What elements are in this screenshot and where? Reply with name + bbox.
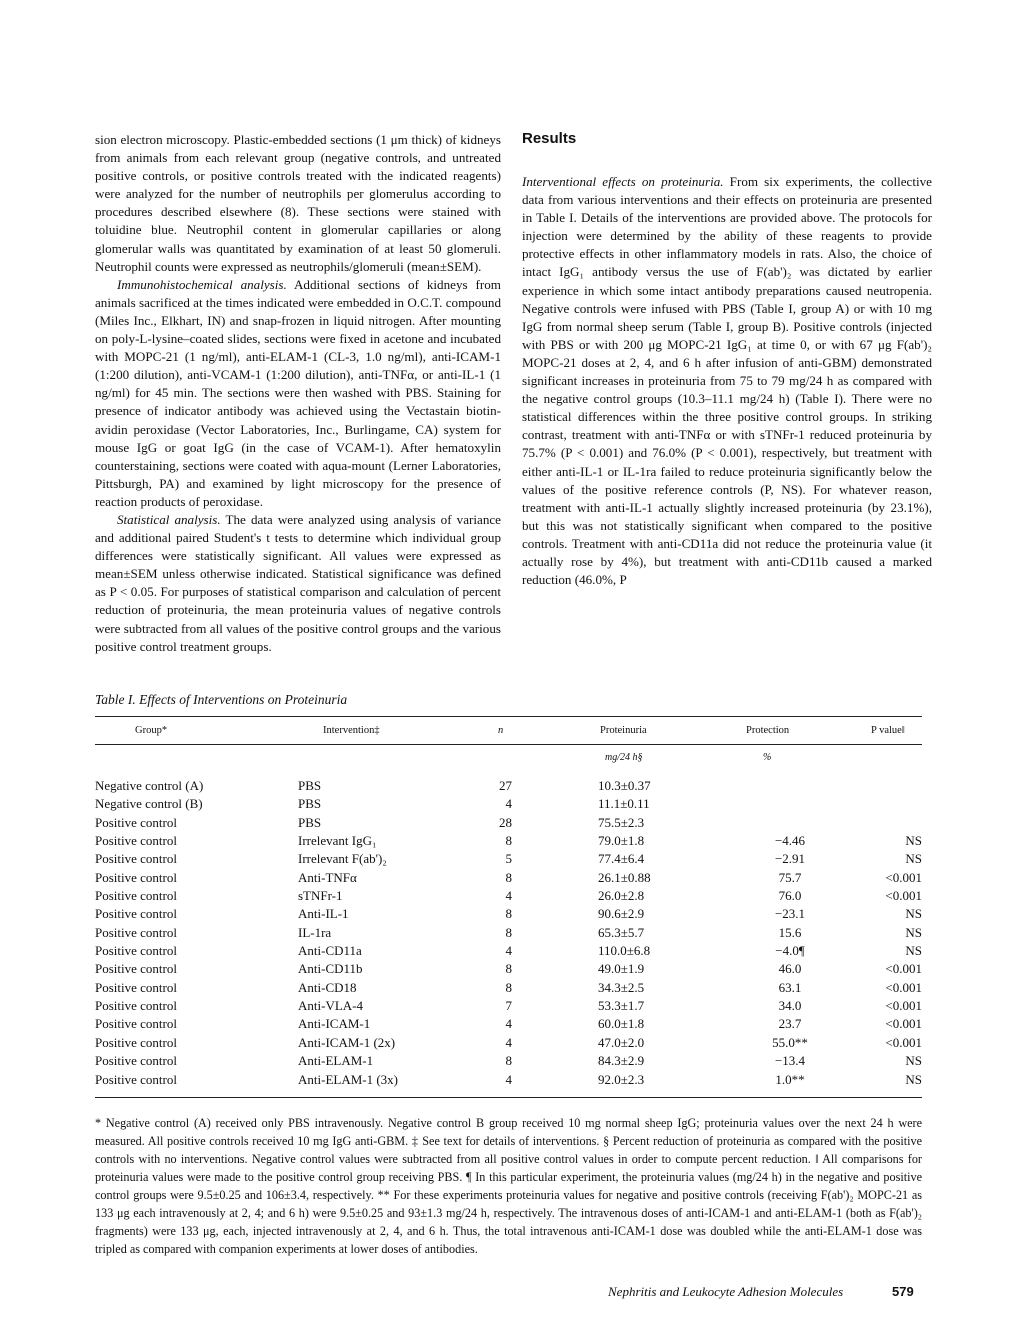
cell-n: 8 (505, 961, 512, 977)
table-row (95, 851, 922, 869)
right-column (522, 173, 932, 589)
cell-proteinuria: 92.0±2.3 (598, 1071, 645, 1087)
cell-intervention: Anti-ELAM-1 (298, 1053, 374, 1069)
cell-intervention: Irrelevant IgG₁ (298, 833, 377, 849)
cell-intervention: Anti-CD11a (298, 943, 362, 959)
cell-intervention: Anti-VLA-4 (298, 998, 363, 1014)
table-header-rule (95, 744, 922, 745)
cell-protection: −23.1 (774, 906, 806, 922)
cell-intervention: PBS (298, 778, 322, 793)
cell-intervention: Anti-IL-1 (298, 906, 349, 922)
cell-protection: 23.7 (778, 1016, 802, 1032)
cell-proteinuria: 75.5±2.3 (598, 814, 645, 830)
cell-n: 8 (505, 979, 512, 995)
table-row (95, 961, 922, 979)
cell-p-value: <0.001 (885, 869, 922, 885)
table-row (95, 870, 922, 888)
methods-paragraph-microscopy: sion electron microscopy. Plastic-embedded sections (1 μm thick) of kidneys from animals from each relevant group (negative controls, and untreated positive controls, or positive controls treated with the indicated reagents) were analyzed for the number of neutrophils per glomerulus according to procedures described elsewhere (8). These sections were stained with toluidine blue. Neutrophil content in glomerular capillaries or along glomerular walls was quantitated by examination of at least 50 glomeruli. Neutrophil counts were expressed as neutrophils/glomeruli (mean±SEM). (95, 132, 501, 274)
table-footnotes: * Negative control (A) received only PBS intravenously. Negative control B group received 10 mg normal sheep IgG; proteinuria values over the next 24 h were measured. All positive controls received 10 mg IgG anti-GBM. ‡ See text for details of interventions. § Percent reduction of proteinuria as compared with the positive controls with no interventions. Negative control values were subtracted from all positive control values in order to compute percent reduction. ‖ All comparisons for proteinuria values were made to the positive control group receiving PBS. ¶ In this particular experiment, the proteinuria values (mg/24 h) in the negative and positive control groups were 9.5±0.25 and 106±3.4, respectively. ** For these experiments proteinuria values for negative and positive controls (receiving F(ab')₂ MOPC-21 as 133 μg each intravenously at 2, 4; and 6 h) were 9.5±0.25 and 93±1.3 mg/24 h, respectively. The intravenous doses of anti-ICAM-1 and anti-ELAM-1 (both as F(ab')₂ fragments) were 133 μg, each, injected intravenously at 2, 4, and 6 h. Thus, the total intravenous anti-ICAM-1 dose was doubled while the anti-ELAM-1 dose was tripled as compared with companion experiments at lower doses of antibodies. (95, 1116, 922, 1256)
cell-proteinuria: 47.0±2.0 (598, 1034, 645, 1050)
cell-proteinuria: 26.0±2.8 (598, 888, 645, 904)
cell-p-value: <0.001 (885, 888, 922, 904)
cell-p-value: <0.001 (885, 1034, 922, 1050)
results-heading: Results (522, 130, 577, 147)
cell-group: Negative control (B) (95, 796, 203, 812)
cell-p-value: NS (905, 906, 922, 922)
cell-n: 4 (505, 888, 512, 904)
table-row (95, 980, 922, 998)
results-paragraph (522, 173, 932, 589)
cell-protection: −13.4 (774, 1053, 806, 1069)
cell-proteinuria: 84.3±2.9 (598, 1053, 645, 1069)
header-group: Group* (135, 725, 168, 736)
cell-p-value: NS (905, 833, 922, 849)
cell-p-value: NS (905, 924, 922, 940)
table-row (95, 906, 922, 924)
cell-p-value: NS (905, 1053, 922, 1069)
table-body (95, 778, 922, 1090)
cell-protection: −2.91 (774, 851, 806, 867)
cell-n: 4 (505, 1016, 512, 1032)
cell-group: Positive control (95, 1071, 177, 1087)
cell-intervention: Anti-ELAM-1 (3x) (298, 1071, 399, 1087)
table-row (95, 888, 922, 906)
table-top-rule (95, 716, 922, 717)
cell-proteinuria: 49.0±1.9 (598, 961, 645, 977)
cell-protection: −4.46 (774, 833, 806, 849)
cell-group: Positive control (95, 1034, 177, 1050)
cell-group: Positive control (95, 943, 177, 959)
cell-p-value: <0.001 (885, 1016, 922, 1032)
cell-n: 27 (499, 778, 512, 793)
cell-group: Positive control (95, 979, 177, 995)
cell-group: Positive control (95, 888, 177, 904)
cell-protection: 75.7 (778, 869, 802, 885)
cell-n: 4 (505, 943, 512, 959)
cell-intervention: PBS (298, 796, 322, 812)
cell-proteinuria: 77.4±6.4 (598, 851, 645, 867)
cell-n: 8 (505, 869, 512, 885)
cell-n: 8 (505, 1053, 512, 1069)
cell-intervention: Anti-CD11b (298, 961, 363, 977)
table-row (95, 796, 922, 814)
cell-intervention: IL-1ra (298, 924, 332, 940)
running-title: Nephritis and Leukocyte Adhesion Molecules (608, 1284, 844, 1299)
cell-protection: 15.6 (778, 924, 802, 940)
header-p-value: P value‖ (871, 725, 905, 736)
cell-proteinuria: 90.6±2.9 (598, 906, 645, 922)
page-number: 579 (892, 1284, 914, 1299)
cell-p-value: <0.001 (885, 998, 922, 1014)
cell-group: Positive control (95, 833, 177, 849)
cell-proteinuria: 65.3±5.7 (598, 924, 645, 940)
header-protection: Protection (746, 725, 790, 736)
cell-protection: −4.0¶ (775, 943, 805, 959)
cell-intervention: Irrelevant F(ab')₂ (298, 851, 387, 867)
table-row (95, 943, 922, 961)
paragraph-lead: Statistical analysis. (117, 511, 221, 527)
cell-proteinuria: 10.3±0.37 (598, 778, 651, 793)
table-row (95, 815, 922, 833)
cell-n: 28 (499, 814, 512, 830)
cell-intervention: PBS (298, 814, 322, 830)
cell-group: Positive control (95, 851, 177, 867)
cell-intervention: Anti-CD18 (298, 979, 357, 995)
cell-p-value: NS (905, 1071, 922, 1087)
cell-p-value: NS (905, 851, 922, 867)
paragraph-lead: Immunohistochemical analysis. (117, 276, 287, 292)
cell-protection: 46.0 (778, 961, 802, 977)
table-row (95, 1016, 922, 1034)
cell-n: 5 (505, 851, 512, 867)
header-n: n (498, 725, 504, 736)
table-row (95, 1053, 922, 1071)
table-row (95, 833, 922, 851)
cell-group: Positive control (95, 924, 177, 940)
cell-n: 8 (505, 833, 512, 849)
cell-group: Positive control (95, 869, 177, 885)
table-bottom-rule (95, 1097, 922, 1098)
cell-protection: 1.0** (775, 1071, 805, 1087)
cell-n: 4 (505, 1034, 512, 1050)
cell-intervention: Anti-ICAM-1 (298, 1016, 371, 1032)
cell-group: Positive control (95, 961, 177, 977)
methods-paragraph-immunohistochemistry (95, 276, 501, 511)
cell-n: 8 (505, 924, 512, 940)
paragraph-body: Additional sections of kidneys from animals sacrificed at the times indicated were embedded in O.C.T. compound (Miles Inc., Elkhart, IN) and snap-frozen in liquid nitrogen. After mounting on poly-L-lysine–coated slides, sections were fixed in acetone and incubated with MOPC-21 (1 ng/ml), anti-ELAM-1 (CL-3, 1.0 ng/ml), anti-ICAM-1 (1:200 dilution), anti-VCAM-1 (1:200 dilution), anti-TNFα, or anti-IL-1 (1 ng/ml) for 45 min. The sections were then washed with PBS. Staining for presence of indicator antibody was achieved using the Vectastain biotin-avidin peroxidase (Vector Laboratories, Inc., Burlingame, CA) system for mouse IgG or goat IgG (in the case of VCAM-1). After hematoxylin counterstaining, sections were coated with aqua-mount (Lerner Laboratories, Pittsburgh, PA) and examined by light microscopy for the presence of reaction products of peroxidase. (95, 276, 501, 509)
paragraph-body: The data were analyzed using analysis of variance and additional paired Student's t tests to determine which individual group differences were statistically significant. All values were expressed as mean±SEM unless otherwise indicated. Statistical significance was defined as P < 0.05. For purposes of statistical comparison and calculation of percent reduction of proteinuria, the mean proteinuria values of negative controls were subtracted from all values of the positive control groups and the various positive control treatment groups. (95, 511, 501, 654)
cell-group: Positive control (95, 814, 177, 830)
cell-protection: 63.1 (778, 979, 802, 995)
table-row (95, 778, 922, 796)
table-row (95, 925, 922, 943)
paragraph-body: From six experiments, the collective data from various interventions and their effects on proteinuria are presented in Table I. Details of the interventions are provided above. The protocols for injection were determined by the ability of these reagents to provide protective effects in other inflammatory models in rats. Also, the choice of intact IgG₁ antibody versus the use of F(ab')₂ was dictated by earlier experience in which some intact antibody preparations caused neutropenia. Negative controls were infused with PBS (Table I, group A) or with 10 mg IgG from normal sheep serum (Table I, group B). Positive controls (injected with PBS or with 200 μg MOPC-21 IgG₁ at time 0, or with 67 μg F(ab')₂ MOPC-21 doses at 2, 4, and 6 h after infusion of anti-GBM) demonstrated significant increases in proteinuria from 75 to 79 mg/24 h as compared with the negative control groups (10.3–11.1 mg/24 h) (Table I). There were no statistical differences within the three positive control groups. In striking contrast, treatment with anti-TNFα or with sTNFr-1 reduced proteinuria by 75.7% (P < 0.001) and 76.0% (P < 0.001), respectively, but treatment with either anti-IL-1 or IL-1ra failed to reduce proteinuria significantly below the values of the positive reference controls (P, NS). For whatever reason, treatment with anti-IL-1 actually slightly increased proteinuria (by 23.1%), but this was not statistically significant when compared to the positive controls. Treatment with anti-CD11a did not reduce the proteinuria value (it actually rose by 4%), but treatment with anti-CD11b caused a marked reduction (46.0%, P (522, 174, 932, 588)
methods-paragraph-statistics (95, 511, 501, 656)
cell-intervention: Anti-ICAM-1 (2x) (298, 1034, 396, 1050)
paragraph-lead: Interventional effects on proteinuria. (522, 174, 724, 189)
table-row (95, 998, 922, 1016)
cell-protection: 55.0** (772, 1034, 808, 1050)
cell-intervention: Anti-TNFα (298, 869, 357, 885)
units-proteinuria: mg/24 h§ (605, 752, 643, 763)
cell-n: 8 (505, 906, 512, 922)
header-intervention: Intervention‡ (323, 725, 380, 736)
cell-group: Positive control (95, 1016, 177, 1032)
cell-group: Negative control (A) (95, 778, 204, 793)
cell-n: 4 (505, 796, 512, 812)
table-row (95, 1035, 922, 1053)
table-row (95, 1072, 922, 1090)
cell-n: 7 (505, 998, 512, 1014)
units-protection: % (763, 752, 772, 763)
cell-group: Positive control (95, 1053, 177, 1069)
table-caption: Table I. Effects of Interventions on Proteinuria (95, 692, 348, 707)
cell-proteinuria: 53.3±1.7 (598, 998, 645, 1014)
cell-proteinuria: 34.3±2.5 (598, 979, 645, 995)
cell-proteinuria: 26.1±0.88 (598, 869, 651, 885)
cell-group: Positive control (95, 906, 177, 922)
cell-protection: 76.0 (778, 888, 802, 904)
cell-group: Positive control (95, 998, 177, 1014)
cell-intervention: sTNFr-1 (298, 888, 343, 904)
cell-proteinuria: 60.0±1.8 (598, 1016, 645, 1032)
left-column (95, 131, 501, 656)
cell-n: 4 (505, 1071, 512, 1087)
cell-proteinuria: 11.1±0.11 (598, 796, 650, 812)
cell-p-value: <0.001 (885, 979, 922, 995)
cell-p-value: <0.001 (885, 961, 922, 977)
cell-p-value: NS (905, 943, 922, 959)
header-proteinuria: Proteinuria (600, 725, 647, 736)
cell-proteinuria: 79.0±1.8 (598, 833, 645, 849)
cell-proteinuria: 110.0±6.8 (598, 943, 651, 959)
cell-protection: 34.0 (778, 998, 802, 1014)
